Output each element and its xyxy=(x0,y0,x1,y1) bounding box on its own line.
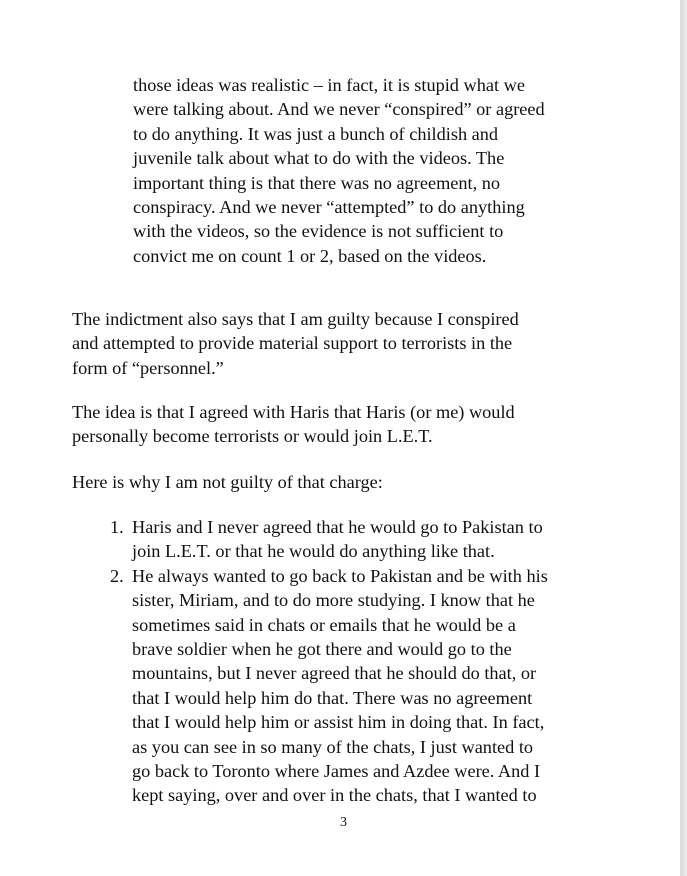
page-number: 3 xyxy=(340,815,347,830)
text-line: sometimes said in chats or emails that he would be a xyxy=(132,614,516,635)
reason-intro: Here is why I am not guilty of that charge: xyxy=(72,472,383,492)
text-line: mountains, but I never agreed that he should do that, or xyxy=(132,663,537,684)
indented-paragraph xyxy=(133,73,545,268)
text-line: were talking about. And we never “conspired” or agreed xyxy=(133,99,545,120)
text-line: important thing is that there was no agreement, no xyxy=(133,172,501,193)
text-line: personally become terrorists or would join L.E.T. xyxy=(72,426,433,447)
text-line: that I would help him do that. There was no agreement xyxy=(132,687,533,708)
text-line: The indictment also says that I am guilty because I conspired xyxy=(72,309,519,329)
page-edge-shadow xyxy=(680,0,687,876)
text-line: those ideas was realistic – in fact, it is stupid what we xyxy=(133,75,525,95)
idea-paragraph xyxy=(72,400,515,449)
text-line: The idea is that I agreed with Haris that Haris (or me) would xyxy=(72,402,515,422)
text-line: conspiracy. And we never “attempted” to do anything xyxy=(133,197,525,218)
text-line: brave soldier when he got there and would go to the xyxy=(132,639,512,660)
text-line: sister, Miriam, and to do more studying. I know that he xyxy=(132,590,535,611)
text-line: juvenile talk about what to do with the videos. The xyxy=(133,148,505,169)
indictment-paragraph xyxy=(72,307,519,380)
text-line: that I would help him or assist him in doing that. In fact, xyxy=(132,712,545,733)
text-line: to do anything. It was just a bunch of childish and xyxy=(133,123,499,144)
text-line: join L.E.T. or that he would do anything like that. xyxy=(132,541,495,562)
list-number: 2. xyxy=(110,565,124,586)
list-number: 1. xyxy=(110,517,124,537)
list-item xyxy=(110,564,548,808)
text-line: kept saying, over and over in the chats, that I wanted to xyxy=(132,785,537,806)
text-line: He always wanted to go back to Pakistan and be with his xyxy=(132,565,548,586)
text-line: convict me on count 1 or 2, based on the videos. xyxy=(133,245,487,266)
text-line: form of “personnel.” xyxy=(72,357,224,378)
list-item xyxy=(110,515,548,564)
reasons-list xyxy=(110,515,548,808)
text-line: as you can see in so many of the chats, I just wanted to xyxy=(132,736,534,757)
text-line: with the videos, so the evidence is not sufficient to xyxy=(133,221,504,242)
text-line: Haris and I never agreed that he would go to Pakistan to xyxy=(132,517,543,537)
text-line: go back to Toronto where James and Azdee were. And I xyxy=(132,761,541,782)
text-line: and attempted to provide material support to terrorists in the xyxy=(72,333,513,354)
